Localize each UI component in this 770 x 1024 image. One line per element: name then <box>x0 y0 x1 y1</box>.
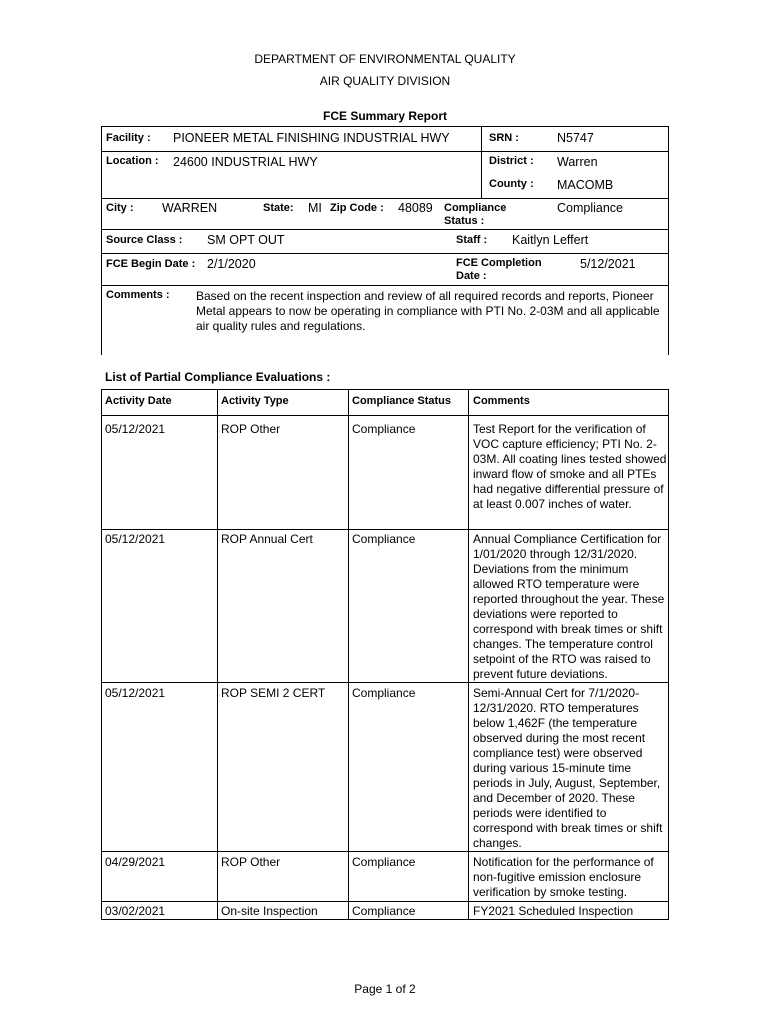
row-4-comments: Notification for the performance of non-fugitive emission enclosure verification by smoke testing. <box>473 855 654 899</box>
summary-divider-source <box>101 253 669 254</box>
table-col-line-4 <box>668 389 669 920</box>
row-2-status: Compliance <box>352 532 416 546</box>
table-col-line-2 <box>348 389 349 920</box>
location-value: 24600 INDUSTRIAL HWY <box>173 155 318 169</box>
summary-border-right <box>668 126 669 355</box>
facility-label: Facility : <box>106 132 151 144</box>
row-2-comments: Annual Compliance Certification for 1/01/2020 through 12/31/2020. Deviations from the minimum allowed RTO temperature were reported throughout the year. These deviations were reported to correspond with break times or shift changes. The temperature control setpoint of the RTO was raised to prevent future deviations. <box>473 532 665 681</box>
row-4-date: 04/29/2021 <box>105 855 166 869</box>
table-col-line-0 <box>101 389 102 920</box>
compliance-status-value: Compliance <box>557 201 624 215</box>
row-divider-2 <box>101 682 669 683</box>
row-3-date: 05/12/2021 <box>105 686 166 700</box>
row-2-type: ROP Annual Cert <box>221 532 313 546</box>
division-title: AIR QUALITY DIVISION <box>319 74 451 88</box>
srn-value: N5747 <box>557 131 594 145</box>
department-title: DEPARTMENT OF ENVIRONMENTAL QUALITY <box>254 52 516 66</box>
state-value: MI <box>308 201 322 215</box>
city-label: City : <box>106 202 134 214</box>
district-label: District : <box>489 155 534 167</box>
row-1-type: ROP Other <box>221 422 281 436</box>
row-divider-4 <box>101 901 669 902</box>
fce-begin-label: FCE Begin Date : <box>106 258 196 270</box>
evaluations-title: List of Partial Compliance Evaluations : <box>105 370 331 384</box>
comments-text: Based on the recent inspection and review of all required records and reports, Pioneer Metal appears to now be operating in compliance with PTI No. 2-03M and all applicable air quality rules and regulations. <box>196 289 660 333</box>
row-4-type: ROP Other <box>221 855 281 869</box>
summary-vertical-divider <box>481 126 482 198</box>
comments-label: Comments : <box>106 289 170 301</box>
row-3-status: Compliance <box>352 686 416 700</box>
table-border-top <box>101 389 669 390</box>
row-divider-1 <box>101 529 669 530</box>
row-5-status: Compliance <box>352 904 416 918</box>
summary-divider-location <box>101 198 669 199</box>
facility-value: PIONEER METAL FINISHING INDUSTRIAL HWY <box>173 131 450 145</box>
county-value: MACOMB <box>557 178 614 192</box>
zip-label: Zip Code : <box>330 202 384 214</box>
row-4-status: Compliance <box>352 855 416 869</box>
summary-border-top <box>101 126 669 127</box>
summary-divider-city <box>101 229 669 230</box>
srn-label: SRN : <box>489 132 519 144</box>
page-number: Page 1 of 2 <box>354 982 416 996</box>
row-3-comments: Semi-Annual Cert for 7/1/2020-12/31/2020. RTO temperatures below 1,462F (the temperature observed during the most recent compliance test) were observed during various 15-minute time periods in July, August, September, and December of 2020. These periods were identified to correspond with break times or shift changes. <box>473 686 663 850</box>
table-border-bottom <box>101 919 669 920</box>
row-1-date: 05/12/2021 <box>105 422 166 436</box>
summary-divider-fce <box>101 285 669 286</box>
summary-border-left <box>101 126 102 355</box>
col-header-comments: Comments <box>473 395 530 407</box>
row-5-comments: FY2021 Scheduled Inspection <box>473 904 634 918</box>
row-1-comments: Test Report for the verification of VOC capture efficiency; PTI No. 2-03M. All coating lines tested showed inward flow of smoke and all PTEs had negative differential pressure of at least 0.007 inches of water. <box>473 422 667 511</box>
fce-completion-label-line1: FCE Completion <box>456 257 542 269</box>
fce-completion-value: 5/12/2021 <box>580 257 636 271</box>
fce-begin-value: 2/1/2020 <box>207 257 256 271</box>
row-1-status: Compliance <box>352 422 416 436</box>
district-value: Warren <box>557 155 598 169</box>
report-title: FCE Summary Report <box>322 109 448 123</box>
row-5-date: 03/02/2021 <box>105 904 166 918</box>
table-header-bottom <box>101 415 669 416</box>
state-label: State: <box>263 202 294 214</box>
table-col-line-1 <box>217 389 218 920</box>
row-2-date: 05/12/2021 <box>105 532 166 546</box>
source-class-label: Source Class : <box>106 234 183 246</box>
table-col-line-3 <box>468 389 469 920</box>
summary-divider-facility <box>101 151 669 152</box>
row-divider-3 <box>101 851 669 852</box>
fce-completion-label-line2: Date : <box>456 270 487 282</box>
staff-label: Staff : <box>456 234 488 246</box>
row-5-type: On-site Inspection <box>221 904 318 918</box>
col-header-activity-date: Activity Date <box>105 395 172 407</box>
county-label: County : <box>489 178 534 190</box>
compliance-status-label-line1: Compliance <box>444 202 507 214</box>
col-header-compliance-status: Compliance Status <box>352 395 452 407</box>
col-header-activity-type: Activity Type <box>221 395 289 407</box>
zip-value: 48089 <box>398 201 433 215</box>
row-3-type: ROP SEMI 2 CERT <box>221 686 326 700</box>
staff-value: Kaitlyn Leffert <box>512 233 589 247</box>
compliance-status-label-line2: Status : <box>444 215 485 227</box>
location-label: Location : <box>106 155 159 167</box>
city-value: WARREN <box>162 201 218 215</box>
source-class-value: SM OPT OUT <box>207 233 285 247</box>
